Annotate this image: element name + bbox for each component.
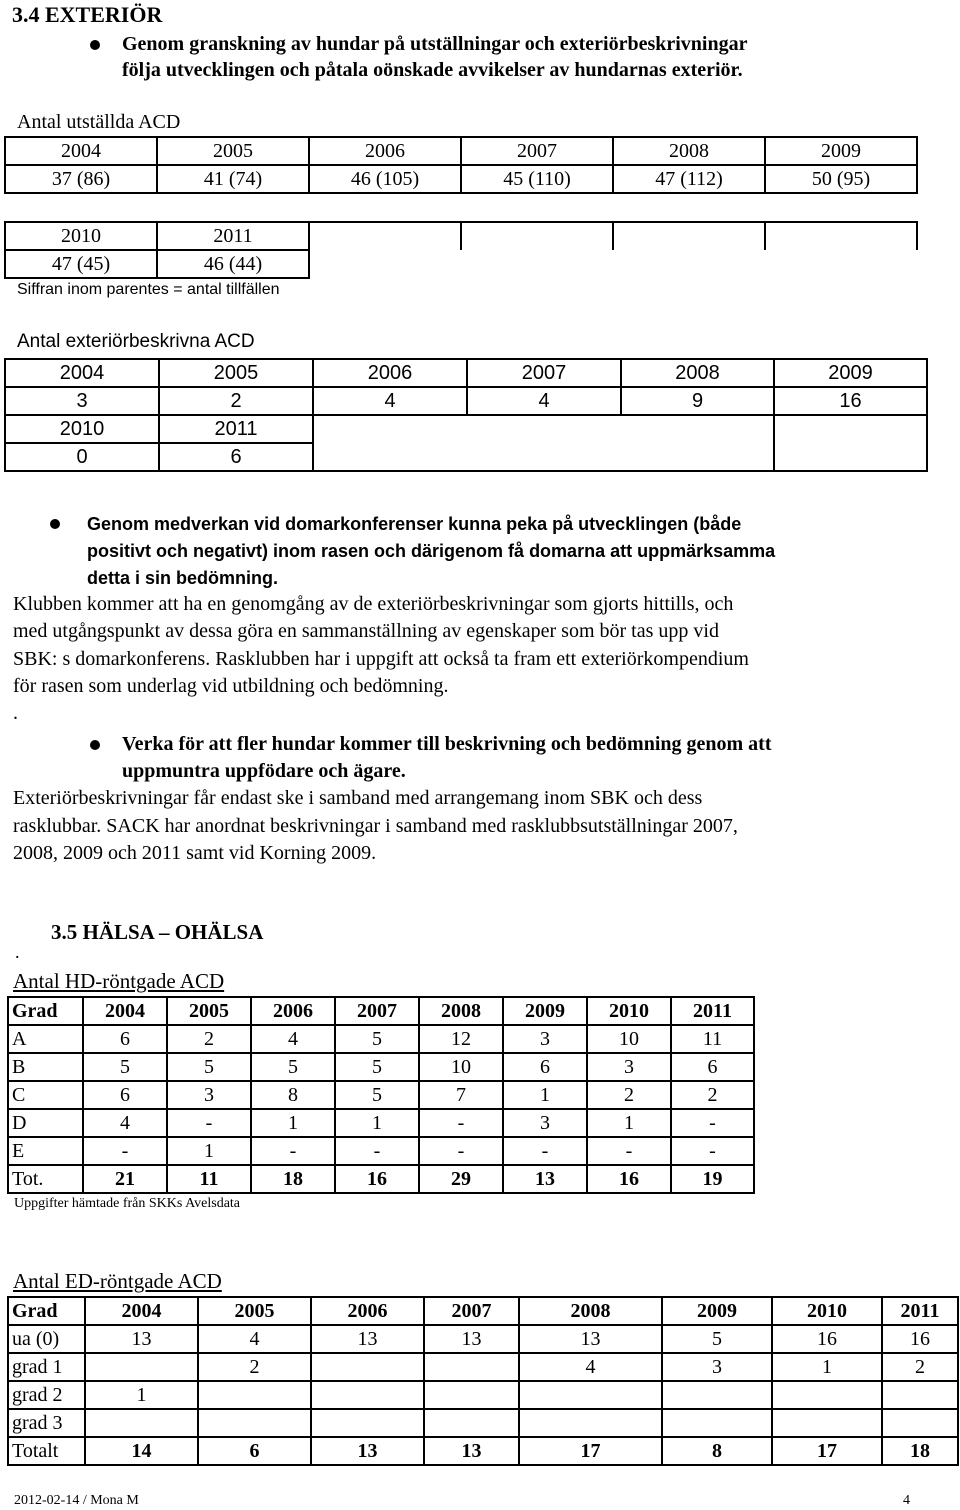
table-cell: 2011: [671, 997, 754, 1025]
row-label-cell: E: [8, 1137, 83, 1165]
table-cell: [311, 1353, 424, 1381]
table-cell: -: [671, 1109, 754, 1137]
table-cell: 2004: [85, 1297, 198, 1325]
empty-cell: [467, 443, 621, 471]
value-cell: 46 (44): [157, 250, 309, 278]
empty-cell: [621, 443, 774, 471]
stray-dot: .: [13, 702, 18, 724]
bullet-dot: [90, 740, 100, 750]
table-row: [8, 1165, 754, 1193]
page-number: 4: [903, 1493, 910, 1508]
table-cell: 5: [662, 1325, 772, 1353]
table-row: [8, 1053, 754, 1081]
empty-cell: [313, 415, 467, 443]
table-cell: 2005: [167, 997, 251, 1025]
table-cell: -: [419, 1109, 503, 1137]
table-cell: 6: [503, 1053, 587, 1081]
table-cell: 2005: [198, 1297, 311, 1325]
table-cell: [85, 1353, 198, 1381]
table-cell: -: [671, 1137, 754, 1165]
bullet-line: Genom granskning av hundar på utställningar och exteriörbeskrivningar: [122, 33, 748, 55]
table-row: [8, 1325, 958, 1353]
table-cell: 3: [503, 1109, 587, 1137]
row-label-cell: B: [8, 1053, 83, 1081]
table-cell: [85, 1409, 198, 1437]
table-cell: 2007: [424, 1297, 519, 1325]
value-cell: 47 (45): [5, 250, 157, 278]
empty-cell: [774, 415, 927, 443]
table-row: [8, 1437, 958, 1465]
table-cell: -: [251, 1137, 335, 1165]
empty-cell: [621, 415, 774, 443]
value-cell: 50 (95): [765, 165, 917, 193]
year-cell: 2008: [613, 137, 765, 165]
bullet-dot: [90, 40, 100, 50]
bullet-line: Verka för att fler hundar kommer till beskrivning och bedömning genom att: [122, 733, 772, 755]
table-cell: 18: [251, 1165, 335, 1193]
table-cell: 2009: [503, 997, 587, 1025]
table-row: [8, 1409, 958, 1437]
year-cell: 2007: [467, 359, 621, 387]
row-label-cell: A: [8, 1025, 83, 1053]
table-cell: [772, 1381, 882, 1409]
year-cell: 2006: [313, 359, 467, 387]
value-cell: 9: [621, 387, 774, 415]
paragraph-line: 2008, 2009 och 2011 samt vid Korning 2009.: [13, 842, 377, 864]
table-cell: 3: [167, 1081, 251, 1109]
table-cell: 4: [83, 1109, 167, 1137]
table-row: [8, 1381, 958, 1409]
paragraph-line: för rasen som underlag vid utbildning och bedömning.: [13, 675, 449, 697]
empty-cell: [765, 222, 917, 250]
empty-cell: [313, 443, 467, 471]
table-cell: 8: [662, 1437, 772, 1465]
value-cell: 4: [313, 387, 467, 415]
year-cell: 2007: [461, 137, 613, 165]
table-cell: 1: [335, 1109, 419, 1137]
table-cell: [311, 1409, 424, 1437]
year-cell: 2009: [765, 137, 917, 165]
table-cell: 13: [424, 1437, 519, 1465]
table-cell: -: [167, 1109, 251, 1137]
table-title-described: Antal exteriörbeskrivna ACD: [17, 331, 255, 352]
bullet-line: positivt och negativt) inom rasen och därigenom få domarna att uppmärksamma: [87, 541, 776, 561]
table-note: Siffran inom parentes = antal tillfällen: [17, 281, 280, 298]
empty-cell: [774, 443, 927, 471]
section-heading-exterior: 3.4 EXTERIÖR: [12, 2, 163, 27]
table-cell: 5: [167, 1053, 251, 1081]
table-cell: 2006: [251, 997, 335, 1025]
value-cell: 16: [774, 387, 927, 415]
table-cell: 5: [83, 1053, 167, 1081]
table-cell: 2: [587, 1081, 671, 1109]
table-title-hd: Antal HD-röntgade ACD: [13, 969, 225, 993]
table-title-shown: Antal utställda ACD: [17, 111, 181, 133]
table-cell: 18: [882, 1437, 958, 1465]
table-cell: 16: [335, 1165, 419, 1193]
row-label-cell: grad 1: [8, 1353, 85, 1381]
table-cell: -: [503, 1137, 587, 1165]
row-label-cell: Totalt: [8, 1437, 85, 1465]
year-cell: 2010: [5, 222, 157, 250]
table-cell: 6: [198, 1437, 311, 1465]
row-label-cell: Tot.: [8, 1165, 83, 1193]
year-cell: 2004: [5, 137, 157, 165]
empty-cell: [467, 415, 621, 443]
paragraph-line: Klubben kommer att ha en genomgång av de exteriörbeskrivningar som gjorts hittills, och: [13, 593, 734, 615]
value-cell: 2: [159, 387, 313, 415]
table-cell: 2008: [519, 1297, 662, 1325]
empty-cell: [765, 250, 917, 278]
table-cell: 5: [335, 1053, 419, 1081]
footer-date-author: 2012-02-14 / Mona M: [14, 1493, 139, 1508]
table-cell: 13: [85, 1325, 198, 1353]
table-cell: 2009: [662, 1297, 772, 1325]
table-cell: 2004: [83, 997, 167, 1025]
row-label-cell: D: [8, 1109, 83, 1137]
value-cell: 4: [467, 387, 621, 415]
value-cell: 0: [5, 443, 159, 471]
shown-table-a: [4, 136, 918, 194]
table-row: [8, 1137, 754, 1165]
year-cell: 2008: [621, 359, 774, 387]
table-cell: 2006: [311, 1297, 424, 1325]
table-cell: [882, 1409, 958, 1437]
table-row: [8, 1353, 958, 1381]
table-cell: 2007: [335, 997, 419, 1025]
value-cell: 3: [5, 387, 159, 415]
row-label-cell: C: [8, 1081, 83, 1109]
year-cell: 2005: [159, 359, 313, 387]
value-cell: 45 (110): [461, 165, 613, 193]
value-cell: 46 (105): [309, 165, 461, 193]
described-table: [4, 358, 928, 472]
table-cell: [662, 1381, 772, 1409]
stray-dot: .: [15, 942, 20, 962]
table-cell: 16: [772, 1325, 882, 1353]
table-cell: [198, 1409, 311, 1437]
table-cell: 5: [251, 1053, 335, 1081]
table-header-row: [8, 997, 754, 1025]
value-cell: 37 (86): [5, 165, 157, 193]
empty-cell: [309, 222, 461, 250]
table-cell: [198, 1381, 311, 1409]
table-cell: 2008: [419, 997, 503, 1025]
table-cell: 2: [167, 1025, 251, 1053]
table-cell: 3: [662, 1353, 772, 1381]
table-row: [8, 1025, 754, 1053]
table-cell: 17: [772, 1437, 882, 1465]
table-cell: 2010: [587, 997, 671, 1025]
year-cell: 2009: [774, 359, 927, 387]
table-cell: 2010: [772, 1297, 882, 1325]
table-cell: 1: [167, 1137, 251, 1165]
table-cell: 2011: [882, 1297, 958, 1325]
table-cell: 10: [419, 1053, 503, 1081]
table-cell: [519, 1381, 662, 1409]
table-cell: [662, 1409, 772, 1437]
table-cell: 1: [503, 1081, 587, 1109]
table-cell: 2: [198, 1353, 311, 1381]
table-cell: 13: [424, 1325, 519, 1353]
table-cell: 19: [671, 1165, 754, 1193]
year-cell: 2011: [157, 222, 309, 250]
value-cell: 6: [159, 443, 313, 471]
table-cell: 10: [587, 1025, 671, 1053]
table-cell: 13: [519, 1325, 662, 1353]
row-label-cell: grad 3: [8, 1409, 85, 1437]
table-cell: -: [83, 1137, 167, 1165]
table-title-ed: Antal ED-röntgade ACD: [13, 1269, 222, 1293]
table-cell: 29: [419, 1165, 503, 1193]
table-cell: 13: [311, 1437, 424, 1465]
row-label-cell: grad 2: [8, 1381, 85, 1409]
table-cell: 3: [503, 1025, 587, 1053]
table-cell: 7: [419, 1081, 503, 1109]
row-label-cell: ua (0): [8, 1325, 85, 1353]
source-note: Uppgifter hämtade från SKKs Avelsdata: [14, 1196, 241, 1211]
table-cell: 6: [83, 1081, 167, 1109]
table-cell: 6: [83, 1025, 167, 1053]
table-header-row: [8, 1297, 958, 1325]
year-cell: 2006: [309, 137, 461, 165]
table-cell: 4: [251, 1025, 335, 1053]
table-cell: [519, 1409, 662, 1437]
table-cell: 21: [83, 1165, 167, 1193]
table-cell: [311, 1381, 424, 1409]
empty-cell: [309, 250, 461, 278]
paragraph-line: rasklubbar. SACK har anordnat beskrivningar i samband med rasklubbsutställningar 2007,: [13, 815, 738, 837]
empty-cell: [613, 250, 765, 278]
table-cell: 1: [587, 1109, 671, 1137]
table-cell: 16: [587, 1165, 671, 1193]
value-cell: 47 (112): [613, 165, 765, 193]
table-cell: 1: [251, 1109, 335, 1137]
table-cell: [424, 1353, 519, 1381]
bullet-line: följa utvecklingen och påtala oönskade avvikelser av hundarnas exteriör.: [122, 59, 743, 81]
table-cell: 1: [85, 1381, 198, 1409]
bullet-dot: [50, 519, 60, 529]
table-cell: 8: [251, 1081, 335, 1109]
year-cell: 2004: [5, 359, 159, 387]
year-cell: 2005: [157, 137, 309, 165]
table-cell: [882, 1381, 958, 1409]
row-label-cell: Grad: [8, 997, 83, 1025]
table-cell: 2: [671, 1081, 754, 1109]
table-cell: 17: [519, 1437, 662, 1465]
bullet-line: detta i sin bedömning.: [87, 568, 279, 588]
table-cell: 1: [772, 1353, 882, 1381]
table-cell: 12: [419, 1025, 503, 1053]
table-cell: 2: [882, 1353, 958, 1381]
table-row: [8, 1081, 754, 1109]
table-cell: 11: [671, 1025, 754, 1053]
shown-table-b: [4, 221, 918, 279]
table-cell: [424, 1409, 519, 1437]
section-heading-health: 3.5 HÄLSA – OHÄLSA: [51, 920, 264, 944]
row-label-cell: Grad: [8, 1297, 85, 1325]
table-cell: 16: [882, 1325, 958, 1353]
value-cell: 41 (74): [157, 165, 309, 193]
table-cell: -: [587, 1137, 671, 1165]
table-cell: 6: [671, 1053, 754, 1081]
bullet-line: uppmuntra uppfödare och ägare.: [122, 760, 406, 782]
table-cell: -: [419, 1137, 503, 1165]
table-cell: 14: [85, 1437, 198, 1465]
table-cell: 3: [587, 1053, 671, 1081]
paragraph-line: Exteriörbeskrivningar får endast ske i samband med arrangemang inom SBK och dess: [13, 787, 703, 809]
hd-table: [7, 996, 755, 1194]
table-cell: [772, 1409, 882, 1437]
table-cell: 13: [311, 1325, 424, 1353]
empty-cell: [461, 250, 613, 278]
paragraph-line: med utgångspunkt av dessa göra en sammanställning av egenskaper som bör tas upp vid: [13, 620, 719, 642]
year-cell: 2010: [5, 415, 159, 443]
table-cell: 13: [503, 1165, 587, 1193]
table-cell: 4: [519, 1353, 662, 1381]
table-cell: [424, 1381, 519, 1409]
table-cell: 5: [335, 1081, 419, 1109]
year-cell: 2011: [159, 415, 313, 443]
paragraph-line: SBK: s domarkonferens. Rasklubben har i uppgift att också ta fram ett exteriörkompendium: [13, 648, 749, 670]
table-cell: 11: [167, 1165, 251, 1193]
ed-table: [7, 1296, 959, 1466]
table-row: [8, 1109, 754, 1137]
empty-cell: [461, 222, 613, 250]
bullet-line: Genom medverkan vid domarkonferenser kunna peka på utvecklingen (både: [87, 514, 742, 534]
empty-cell: [613, 222, 765, 250]
table-cell: 5: [335, 1025, 419, 1053]
table-cell: -: [335, 1137, 419, 1165]
table-cell: 4: [198, 1325, 311, 1353]
